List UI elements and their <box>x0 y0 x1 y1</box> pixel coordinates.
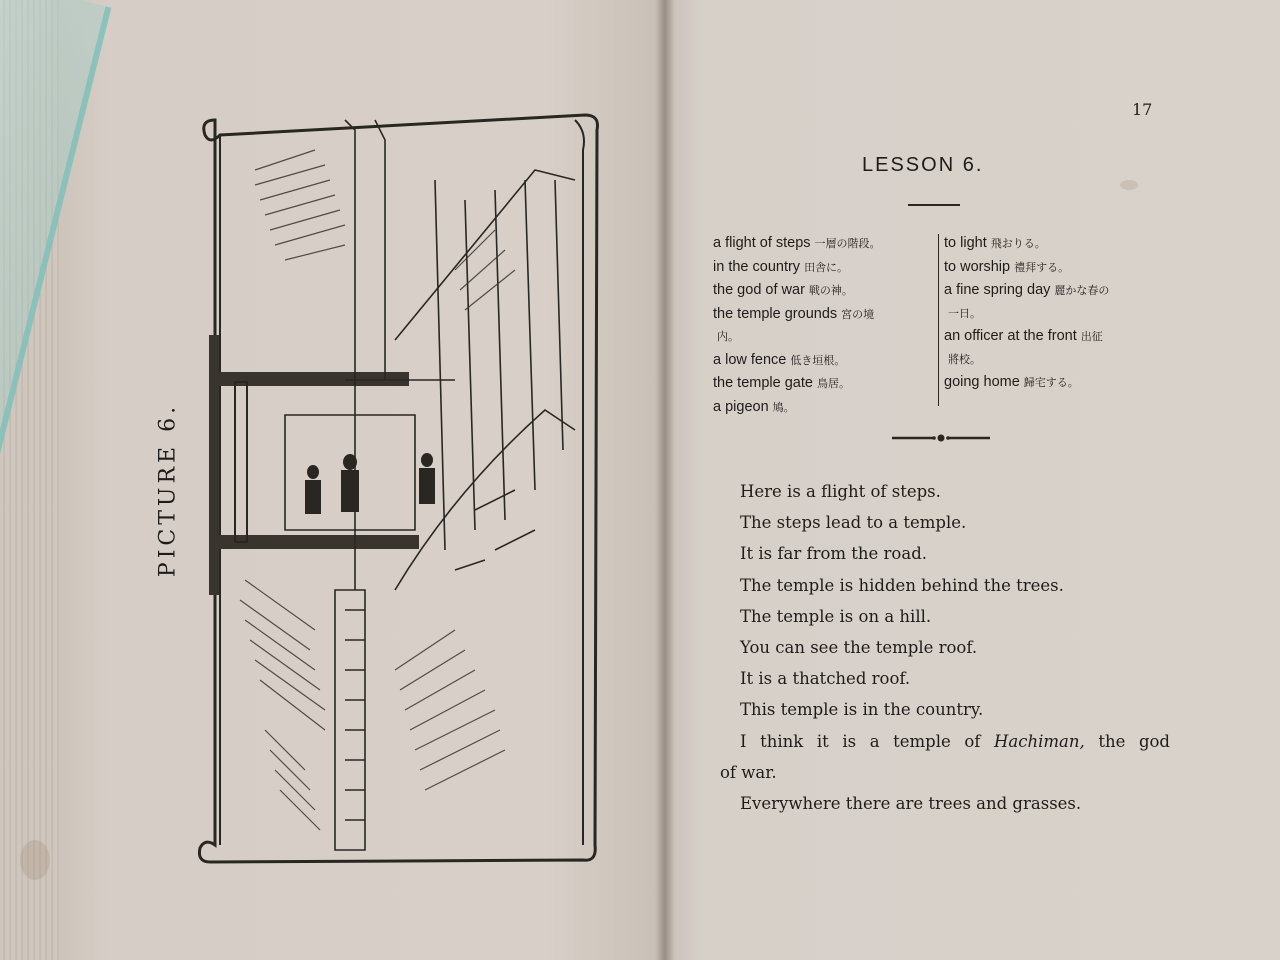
emphasized-name: Hachiman, <box>994 731 1085 751</box>
vocab-column-divider <box>938 234 939 406</box>
reading-line: Here is a flight of steps. <box>740 482 941 501</box>
vocab-item: a low fence 低き垣根。 <box>713 351 846 368</box>
vocab-item-continuation: 内。 <box>717 331 739 343</box>
vocab-item: a pigeon 鳩。 <box>713 398 795 415</box>
ornamental-divider <box>890 432 992 444</box>
vocab-item: going home 歸宅する。 <box>944 374 1079 390</box>
reading-line: of war. <box>720 762 777 782</box>
paper-stain <box>1120 180 1138 190</box>
reading-line: It is a thatched roof. <box>740 669 911 689</box>
reading-line: I think it is a temple of Hachiman, the god <box>740 731 1170 751</box>
reading-passage <box>720 476 1170 819</box>
reading-line: You can see the temple roof. <box>740 638 978 658</box>
vocab-item: the god of war 戦の神。 <box>713 282 853 298</box>
vocab-item: a flight of steps 一層の階段。 <box>713 235 881 251</box>
vocab-item: the temple gate 鳥居。 <box>713 375 850 391</box>
vocab-item: to light 飛おりる。 <box>944 235 1046 251</box>
vocab-item: an officer at the front 出征 <box>944 328 1103 344</box>
vocab-item: to worship 禮拜する。 <box>944 258 1070 275</box>
reading-line: Everywhere there are trees and grasses. <box>740 794 1082 814</box>
vocab-item: the temple grounds 宮の境 <box>713 305 875 322</box>
book-gutter <box>655 0 675 960</box>
title-rule <box>908 204 960 206</box>
page-number: 17 <box>1132 100 1153 119</box>
reading-line: The temple is hidden behind the trees. <box>740 575 1064 595</box>
reading-line: The steps lead to a temple. <box>740 513 967 533</box>
vocab-item-continuation: 一日。 <box>948 307 981 320</box>
paper-stain <box>20 840 50 880</box>
reading-line: It is far from the road. <box>740 544 928 564</box>
reading-line: This temple is in the country. <box>740 700 984 720</box>
vocab-item-continuation: 將校。 <box>948 353 981 366</box>
lesson-title: LESSON 6. <box>862 154 984 176</box>
vocab-item: in the country 田舎に。 <box>713 258 849 275</box>
picture-title: PICTURE 6. <box>155 402 181 578</box>
reading-line: The temple is on a hill. <box>740 606 932 626</box>
temple-illustration <box>195 110 615 870</box>
vocabulary-list-left <box>713 232 935 419</box>
vocab-item: a fine spring day 麗かな春の <box>944 282 1110 298</box>
vocabulary-list-right <box>944 232 1174 395</box>
